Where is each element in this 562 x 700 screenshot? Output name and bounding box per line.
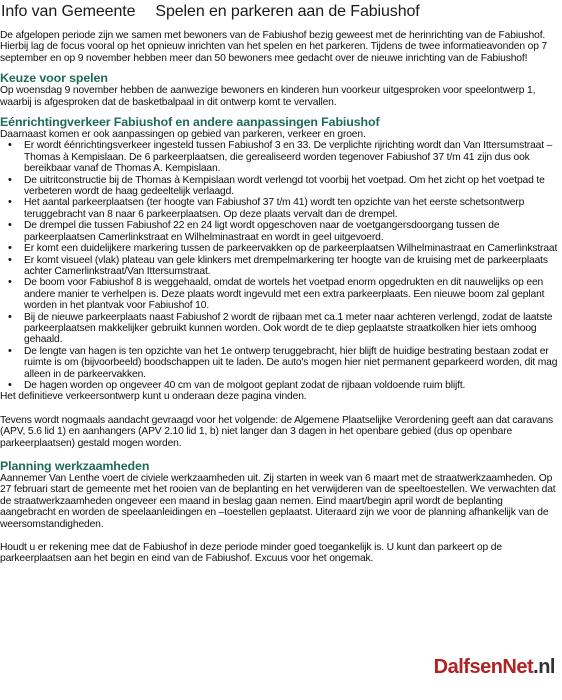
eenrichting-closing: Het definitieve verkeersontwerp kunt u onderaan deze pagina vinden. <box>0 391 307 403</box>
list-item: • Er komt visueel (vlak) plateau van gele klinkers met drempelmarkering ter hoogte van de kruising met de parkeerplaats achter Camerlinkstraat/Van Ittersumstraat. <box>0 255 558 278</box>
measures-list <box>0 140 558 391</box>
heading-eenrichting: Eénrichtingverkeer Fabiushof en andere aanpassingen Fabiushof <box>0 115 380 130</box>
heading-keuze: Keuze voor spelen <box>0 71 108 86</box>
list-item: • De lengte van hagen is ten opzichte van het 1e ontwerp teruggebracht, hier blijft de huidige bestrating bestaan zodat er ruimte is om (bijvoorbeeld) boodschappen uit te laden. De auto's mogen hier niet permanent geparkeerd worden, dit mag alleen in de parkeervakken. <box>0 346 558 380</box>
list-item: • De uitritconstructie bij de Thomas à Kempislaan wordt verlengd tot voorbij het voetpad. Om het zicht op het voetpad te verbeteren wordt de haag gedeeltelijk verlaagd. <box>0 175 558 198</box>
title-left: Info van Gemeente <box>1 3 136 20</box>
watermark-main: DalfsenNet <box>433 656 534 678</box>
watermark-tld: .nl <box>533 656 555 678</box>
list-item: • De drempel die tussen Fabiushof 22 en 24 ligt wordt opgeschoven naar de voetgangersdoorgang tussen de parkeerplaatsen Camerlinkstraat en Wilhelminastraat en wordt in geel uitgevoerd. <box>0 220 558 243</box>
title-right: Spelen en parkeren aan de Fabiushof <box>155 3 420 20</box>
list-item: • Bij de nieuwe parkeerplaats naast Fabiushof 2 wordt de rijbaan met ca.1 meter naar achteren verlengd, zodat de laatste parkeerplaatsen makkelijker gebruikt kunnen worden. Ook wordt de te diep geplaatste straatkolken hier iets omhoog gehaald. <box>0 312 558 346</box>
eenrichting-lead: Daarnaast komen er ook aanpassingen op gebied van parkeren, verkeer en groen. <box>0 129 366 141</box>
keuze-paragraph: Op woensdag 9 november hebben de aanwezige bewoners en kinderen hun voorkeur uitgesproken voor speelontwerp 1, waarbij is afgesproken dat de basketbalpaal in dit ontwerp komt te vervallen. <box>0 85 536 108</box>
list-item: • Er komt een duidelijkere markering tussen de parkeervakken op de parkeerplaatsen Wilhelminastraat en Camerlinkstraat <box>0 243 558 254</box>
heading-planning: Planning werkzaamheden <box>0 459 150 473</box>
houdt-paragraph: Houdt u er rekening mee dat de Fabiushof in deze periode minder goed toegankelijk is. U kunt dan parkeert op de parkeerplaatsen aan het begin en eind van de Fabiushof. Excuus voor het ongemak. <box>0 542 502 565</box>
list-item: • Het aantal parkeerplaatsen (ter hoogte van Fabiushof 37 t/m 41) wordt ten opzichte van het eerste schetsontwerp teruggebracht van 8 naar 6 parkeerplaatsen. Op deze plaats vervalt dan de drempel. <box>0 197 558 220</box>
page-title <box>1 2 558 21</box>
dalfsennet-watermark <box>431 656 558 678</box>
intro-paragraph: De afgelopen periode zijn we samen met bewoners van de Fabiushof bezig geweest met de herinrichting van de Fabiushof. Hierbij lag de focus vooral op het opnieuw inrichten van het spelen en het parkeren. Tijdens de twee informatieavonden op 7 september en op 9 november hebben meer dan 50 bewoners mee gedacht over de nieuwe inrichting van de Fabiushof! <box>0 30 548 64</box>
list-item: • De hagen worden op ongeveer 40 cm van de molgoot geplant zodat de rijbaan voldoende ruim blijft. <box>0 380 558 391</box>
planning-paragraph: Aannemer Van Lenthe voert de civiele werkzaamheden uit. Zij starten in week van 6 maart met de straatwerkzaamheden. Op 27 februari start de gemeente met het rooien van de beplanting en het verwijderen van de speeltoestellen. We verwachten dat de straatwerkzaamheden ongeveer een maand in beslag gaan nemen. Eind maart/begin april wordt de beplanting aangebracht en worden de speelaanleidingen en –toestellen geplaatst. Uiteraard zijn we voor de planning afhankelijk van de weersomstandigheden. <box>0 473 556 530</box>
list-item: • Er wordt éénrichtingsverkeer ingesteld tussen Fabiushof 3 en 33. De verplichte rijrichting wordt dan Van Ittersumstraat – Thomas à Kempislaan. De 6 parkeerplaatsen, die gerealiseerd worden tegenover Fabiushof 37 t/m 41 zijn dus ook bereikbaar vanaf de Thomas A. Kempislaan. <box>0 140 558 174</box>
list-item: • De boom voor Fabiushof 8 is weggehaald, omdat de wortels het voetpad enorm opgedrukten en dit nauwelijks op een andere manier te verhelpen is. Deze plaats wordt ingevuld met een extra parkeerplaats. Een nieuwe boom zal geplant worden in het plantvak voor Fabiushof 10. <box>0 277 558 311</box>
tevens-paragraph: Tevens wordt nogmaals aandacht gevraagd voor het volgende: de Algemene Plaatselijke Verordening geeft aan dat caravans (APV, 5.6 lid 1) en aanhangers (APV 2.10 lid 1, b) niet langer dan 3 dagen in het openbare gebied (dus op openbare parkeerplaatsen) gestald mogen worden. <box>0 414 554 449</box>
